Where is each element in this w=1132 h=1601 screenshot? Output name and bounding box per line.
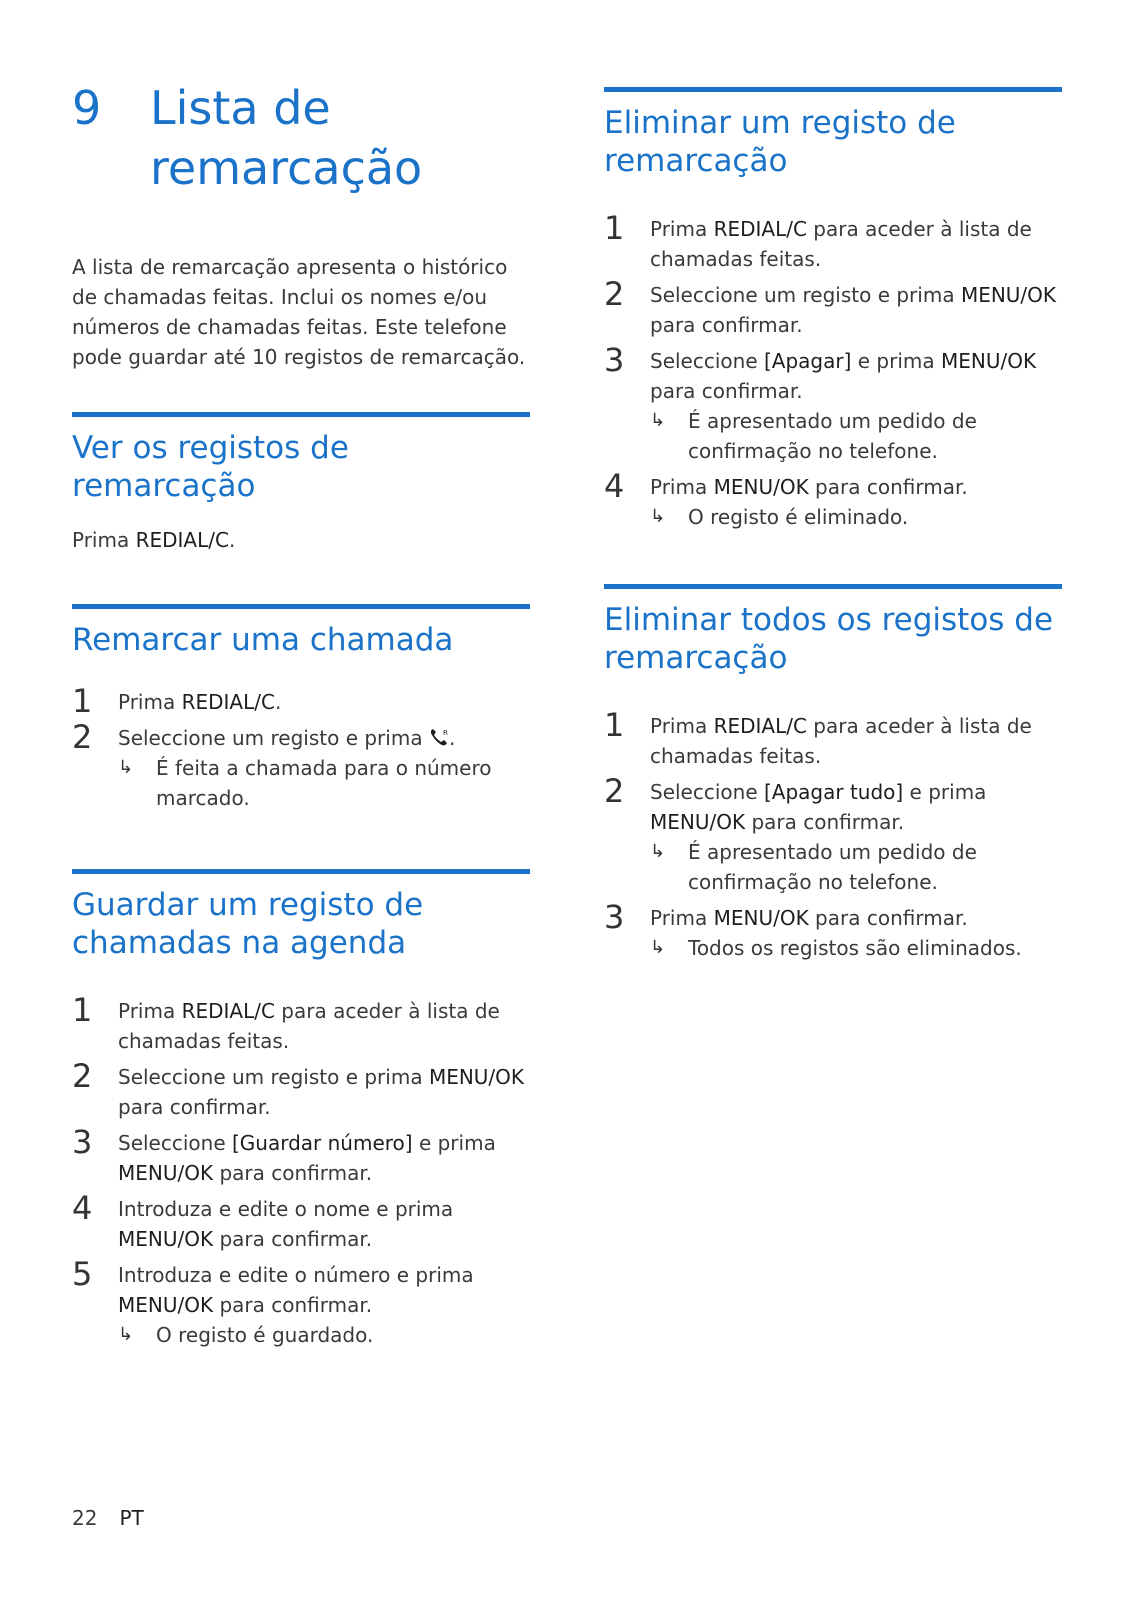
step-number: 2	[72, 718, 93, 756]
section-title: Eliminar um registo de remarcação	[604, 105, 956, 179]
step-text: Prima	[650, 714, 714, 738]
result-text: O registo é eliminado.	[688, 505, 909, 529]
page-footer	[72, 1506, 144, 1530]
step-text: para confirmar.	[808, 475, 968, 499]
step-number: 2	[604, 772, 625, 810]
step-text: para confirmar.	[118, 1095, 271, 1119]
key-label: MENU/OK	[960, 283, 1057, 307]
body-text: Prima	[72, 528, 136, 552]
step-number: 1	[72, 991, 93, 1029]
step-text: .	[448, 726, 456, 750]
section-title: Remarcar uma chamada	[72, 622, 454, 658]
section-rule	[604, 87, 1062, 92]
section-rule	[604, 584, 1062, 589]
section-body	[72, 525, 530, 555]
step	[604, 706, 1062, 771]
body-text: .	[228, 528, 236, 552]
step	[604, 467, 1062, 532]
handset-icon	[429, 727, 449, 747]
section-ver	[72, 412, 530, 555]
section-title: Ver os registos de remarcação	[72, 430, 349, 504]
step	[72, 1189, 530, 1254]
result-text: É apresentado um pedido de confirmação no telefone.	[688, 409, 977, 463]
section-title: Guardar um registo de chamadas na agenda	[72, 887, 424, 961]
step-result	[118, 753, 530, 813]
key-label: MENU/OK	[118, 1227, 214, 1251]
steps-list	[72, 991, 530, 1350]
language-code: PT	[119, 1506, 144, 1530]
key-label: MENU/OK	[118, 1293, 214, 1317]
result-text: É apresentado um pedido de confirmação no telefone.	[688, 840, 977, 894]
step-text: para confirmar.	[213, 1161, 373, 1185]
step-result	[650, 502, 1062, 532]
step-text: Seleccione um registo e prima	[650, 283, 961, 307]
step-result	[118, 1320, 530, 1350]
chapter-number: 9	[72, 81, 102, 135]
result-arrow-icon: ↳	[118, 757, 134, 778]
step-text: para confirmar.	[745, 810, 905, 834]
section-rule	[72, 869, 530, 874]
step	[72, 682, 530, 720]
key-label: REDIAL/C	[713, 714, 807, 738]
step-number: 4	[72, 1189, 93, 1227]
section-rule	[72, 604, 530, 609]
key-label: [Apagar]	[763, 349, 852, 373]
step-result	[650, 933, 1062, 963]
step-result	[650, 406, 1062, 466]
key-label: MENU/OK	[650, 810, 746, 834]
step-text: Seleccione um registo e prima	[118, 726, 429, 750]
step-text: para aceder à lista de chamadas feitas.	[650, 714, 1032, 768]
section-title: Eliminar todos os registos de remarcação	[604, 602, 1054, 676]
section-eliminar	[604, 87, 1062, 538]
section-remarcar	[72, 604, 530, 819]
step-text: Prima	[118, 690, 182, 714]
step	[72, 718, 530, 813]
step-text: para confirmar.	[650, 379, 803, 403]
key-label: REDIAL/C	[181, 999, 275, 1023]
steps-list	[604, 209, 1062, 532]
key-label: [Apagar tudo]	[763, 780, 904, 804]
section-guardar	[72, 869, 530, 1356]
step-text: e prima	[851, 349, 941, 373]
step-text: e prima	[412, 1131, 496, 1155]
step-number: 2	[72, 1057, 93, 1095]
step-text: e prima	[903, 780, 987, 804]
key-label: MENU/OK	[941, 349, 1037, 373]
step-text: para aceder à lista de chamadas feitas.	[650, 217, 1032, 271]
svg-text:R: R	[442, 729, 448, 737]
step-text: para confirmar.	[213, 1227, 373, 1251]
step	[604, 772, 1062, 897]
step-number: 2	[604, 275, 625, 313]
step-text: para confirmar.	[213, 1293, 373, 1317]
step-text: Seleccione	[650, 349, 764, 373]
result-text: O registo é guardado.	[156, 1323, 374, 1347]
step-text: .	[274, 690, 282, 714]
step-number: 1	[604, 209, 625, 247]
section-eliminar-todos	[604, 584, 1062, 969]
step	[604, 898, 1062, 963]
key-label: MENU/OK	[118, 1161, 214, 1185]
steps-list	[604, 706, 1062, 963]
step-text: Seleccione	[118, 1131, 232, 1155]
result-text: É feita a chamada para o número marcado.	[156, 756, 492, 810]
step-text: para confirmar.	[808, 906, 968, 930]
result-arrow-icon: ↳	[650, 841, 666, 862]
step-text: Seleccione	[650, 780, 764, 804]
key-label: MENU/OK	[428, 1065, 525, 1089]
step	[604, 341, 1062, 466]
result-arrow-icon: ↳	[650, 506, 666, 527]
step	[72, 1057, 530, 1122]
step-number: 3	[604, 898, 625, 936]
step-number: 3	[604, 341, 625, 379]
step-text: Seleccione um registo e prima	[118, 1065, 429, 1089]
key-label: REDIAL/C	[713, 217, 807, 241]
step-number: 5	[72, 1255, 93, 1293]
page-number: 22	[72, 1506, 98, 1530]
step-text: Prima	[650, 475, 714, 499]
step	[72, 1123, 530, 1188]
chapter-title: Lista de remarcação	[150, 81, 423, 195]
step	[72, 991, 530, 1056]
key-label: REDIAL/C	[181, 690, 275, 714]
step-text: Prima	[650, 217, 714, 241]
intro-paragraph: A lista de remarcação apresenta o histórico de chamadas feitas. Inclui os nomes e/ou números de chamadas feitas. Este telefone pode guardar até 10 registos de remarcação.	[72, 255, 526, 369]
step	[604, 209, 1062, 274]
step-text: Introduza e edite o nome e prima	[118, 1197, 454, 1221]
step	[72, 1255, 530, 1350]
step-text: para aceder à lista de chamadas feitas.	[118, 999, 500, 1053]
step-text: Prima	[650, 906, 714, 930]
result-arrow-icon: ↳	[118, 1324, 134, 1345]
step	[604, 275, 1062, 340]
step-text: Prima	[118, 999, 182, 1023]
step-number: 1	[72, 682, 93, 720]
key-label: MENU/OK	[713, 906, 809, 930]
step-text: para confirmar.	[650, 313, 803, 337]
key-label: MENU/OK	[713, 475, 809, 499]
section-rule	[72, 412, 530, 417]
step-number: 1	[604, 706, 625, 744]
step-number: 4	[604, 467, 625, 505]
step-number: 3	[72, 1123, 93, 1161]
result-arrow-icon: ↳	[650, 410, 666, 431]
step-text: Introduza e edite o número e prima	[118, 1263, 474, 1287]
steps-list	[72, 682, 530, 813]
step-result	[650, 837, 1062, 897]
result-arrow-icon: ↳	[650, 937, 666, 958]
key-label: [Guardar número]	[231, 1131, 413, 1155]
key-redial: REDIAL/C	[135, 528, 229, 552]
result-text: Todos os registos são eliminados.	[688, 936, 1022, 960]
